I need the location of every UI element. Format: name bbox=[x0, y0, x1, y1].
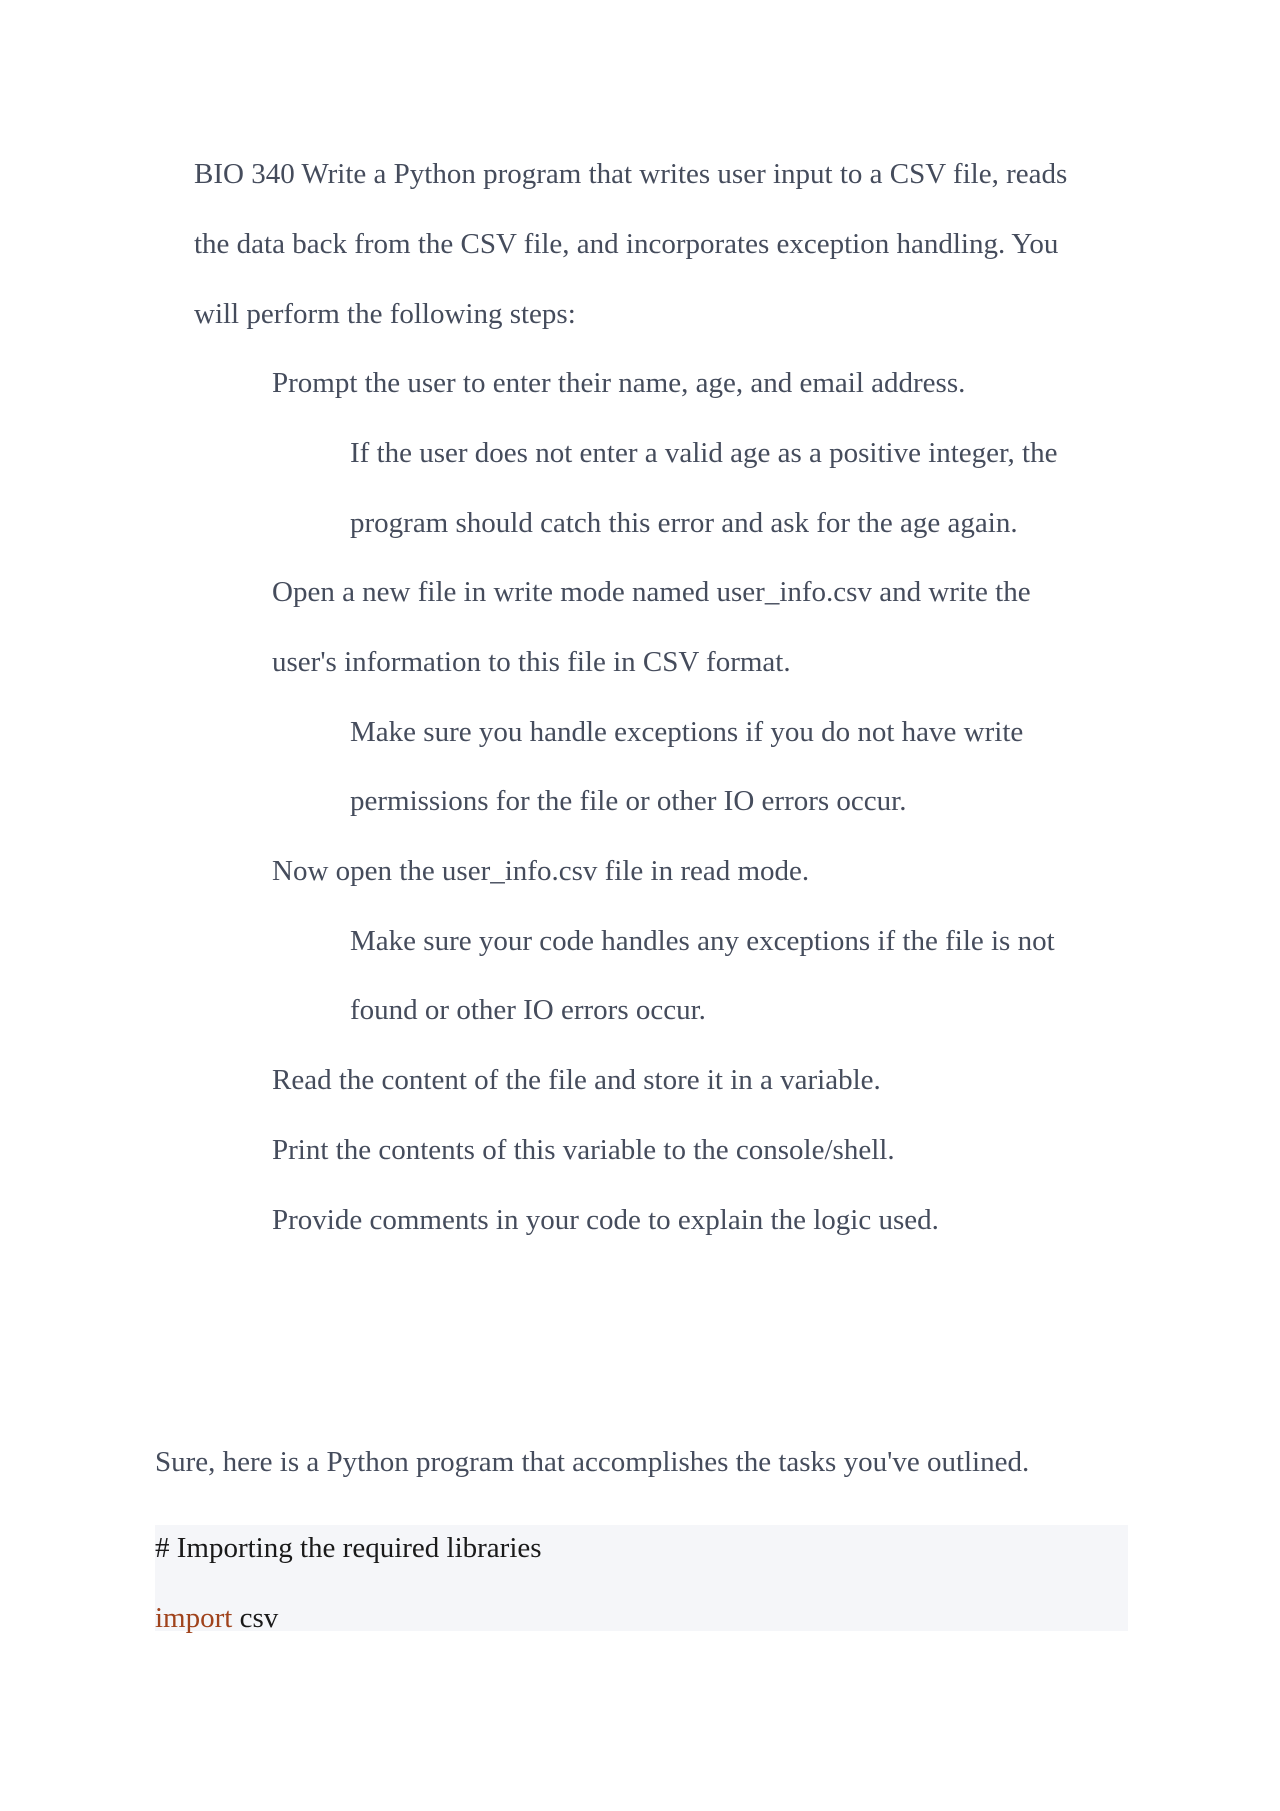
step-open-read-sub-line-2: found or other IO errors occur. bbox=[350, 994, 706, 1026]
step-print-contents: Print the contents of this variable to the console/shell. bbox=[272, 1134, 895, 1166]
step-open-write-line-2: user's information to this file in CSV format. bbox=[272, 646, 791, 678]
question-intro-line-2: the data back from the CSV file, and incorporates exception handling. You bbox=[194, 228, 1059, 260]
code-block bbox=[155, 1525, 1128, 1634]
step-comments: Provide comments in your code to explain the logic used. bbox=[272, 1204, 939, 1236]
step-prompt-sub-line-1: If the user does not enter a valid age as a positive integer, the bbox=[350, 437, 1058, 469]
step-open-write-sub-line-2: permissions for the file or other IO errors occur. bbox=[350, 785, 907, 817]
step-prompt: Prompt the user to enter their name, age, and email address. bbox=[272, 367, 966, 399]
code-comment-line: # Importing the required libraries bbox=[155, 1532, 542, 1564]
step-prompt-sub-line-2: program should catch this error and ask for the age again. bbox=[350, 507, 1018, 539]
question-intro-line-3: will perform the following steps: bbox=[194, 298, 576, 330]
answer-intro: Sure, here is a Python program that accomplishes the tasks you've outlined. bbox=[155, 1446, 1030, 1478]
code-import-line bbox=[155, 1598, 278, 1638]
step-open-write-line-1: Open a new file in write mode named user_info.csv and write the bbox=[272, 576, 1031, 608]
code-keyword-import: import bbox=[155, 1602, 233, 1634]
step-open-write-sub-line-1: Make sure you handle exceptions if you do not have write bbox=[350, 716, 1024, 748]
step-open-read-sub-line-1: Make sure your code handles any exceptions if the file is not bbox=[350, 925, 1055, 957]
code-module-name: csv bbox=[232, 1602, 279, 1634]
step-read-content: Read the content of the file and store it in a variable. bbox=[272, 1064, 881, 1096]
step-open-read: Now open the user_info.csv file in read mode. bbox=[272, 855, 810, 887]
question-intro-line-1: BIO 340 Write a Python program that writes user input to a CSV file, reads bbox=[194, 158, 1068, 190]
